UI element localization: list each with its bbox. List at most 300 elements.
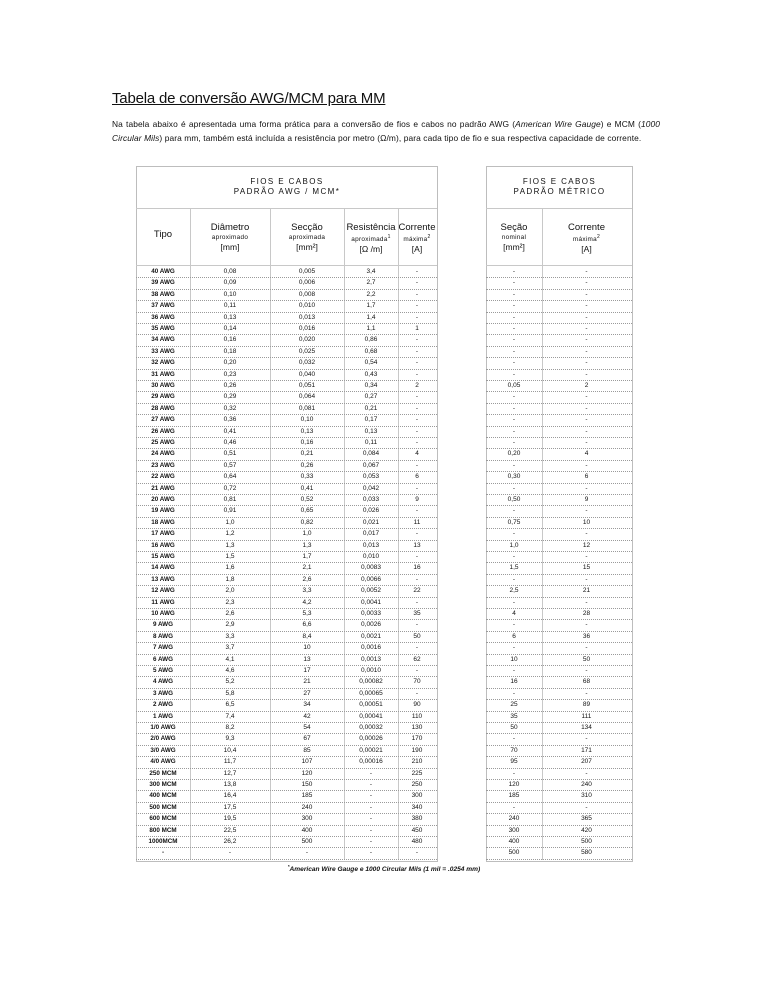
cell-diametro: 0,46: [223, 439, 237, 446]
cell-resistencia: 0,042: [362, 484, 380, 492]
cell-tipo: 14 AWG: [151, 564, 175, 572]
cell-corrente: 35: [413, 610, 421, 617]
cell-tipo: 2 AWG: [152, 701, 174, 709]
cell-resistencia: -: [369, 838, 373, 845]
cell-diametro: 5,8: [225, 689, 235, 697]
cell-secao: 1,3: [302, 541, 312, 549]
row-divider-metric: [486, 859, 632, 860]
cell-diametro: 0,72: [223, 484, 237, 492]
cell-metric-secao: -: [512, 644, 516, 652]
cell-secao: 0,21: [300, 450, 314, 458]
header-diametro-sub: aproximado: [211, 234, 249, 241]
cell-secao: -: [305, 849, 309, 857]
header-metric-secao: [486, 222, 542, 253]
cell-secao: 34: [303, 701, 311, 709]
cell-diametro: 0,14: [223, 325, 237, 332]
cell-corrente: 2: [415, 382, 419, 389]
cell-metric-secao: 95: [510, 758, 518, 766]
header-tipo-label: Tipo: [153, 229, 173, 240]
cell-resistencia: -: [369, 849, 373, 857]
cell-metric-corrente: -: [585, 598, 588, 606]
header-metric-corrente-sub-wrap: [542, 233, 631, 244]
cell-resistencia: 0,0013: [361, 655, 381, 663]
header-corrente: [398, 222, 436, 255]
cell-tipo: 16 AWG: [151, 541, 175, 549]
header-resistencia-unit: [Ω /m]: [359, 244, 383, 255]
header-metric-corrente-name: Corrente: [568, 222, 605, 233]
cell-metric-secao: -: [512, 290, 516, 298]
cell-corrente: 170: [411, 735, 423, 743]
cell-diametro: 19,5: [223, 815, 237, 823]
cell-corrente: -: [415, 553, 419, 560]
awg-group-line1: FIOS E CABOS: [250, 177, 324, 186]
cell-corrente: 4: [415, 450, 419, 458]
cell-corrente: -: [415, 598, 419, 606]
cell-metric-secao: 25: [510, 701, 518, 709]
footnote-marker: *: [287, 864, 290, 869]
cell-metric-secao: -: [512, 393, 516, 401]
cell-secao: 400: [301, 826, 313, 834]
cell-secao: 6,6: [302, 621, 312, 629]
cell-resistencia: 0,0021: [361, 632, 381, 640]
cell-diametro: 0,91: [223, 507, 237, 515]
cell-diametro: 0,10: [223, 290, 237, 298]
cell-metric-corrente: 4: [584, 450, 589, 458]
cell-resistencia: 0,00021: [359, 746, 383, 754]
cell-metric-secao: -: [512, 530, 516, 538]
cell-metric-corrente: -: [585, 553, 588, 560]
cell-secao: 0,081: [298, 404, 316, 412]
cell-corrente: -: [415, 279, 419, 287]
cell-metric-corrente: 9: [584, 496, 589, 503]
cell-resistencia: 0,43: [364, 370, 378, 378]
cell-tipo: 11 AWG: [151, 598, 175, 606]
cell-corrente: 380: [411, 815, 423, 823]
cell-secao: 42: [303, 712, 311, 720]
cell-corrente: -: [415, 849, 419, 857]
cell-tipo: 24 AWG: [151, 450, 175, 458]
cell-metric-corrente: 50: [582, 655, 591, 663]
cell-diametro: 0,64: [223, 473, 237, 481]
cell-metric-secao: -: [512, 359, 516, 367]
cell-diametro: 2,9: [225, 621, 235, 629]
cell-metric-corrente: -: [585, 336, 588, 344]
cell-metric-corrente: 36: [582, 632, 591, 640]
intro-text-3: ) para mm, também está incluída a resistência por metro (Ω/m), para cada tipo de fio e sua respectiva capacidade de corrente.: [159, 133, 642, 143]
cell-tipo: 5 AWG: [152, 667, 174, 674]
cell-corrente: -: [415, 427, 419, 435]
cell-metric-secao: 1,5: [509, 564, 519, 572]
cell-corrente: -: [415, 313, 419, 321]
cell-metric-corrente: -: [585, 644, 588, 652]
cell-secao: 10: [303, 644, 311, 652]
cell-metric-secao: 2,5: [509, 587, 519, 595]
cell-diametro: 1,3: [225, 541, 235, 549]
cell-diametro: 26,2: [223, 838, 237, 845]
cell-metric-corrente: 2: [584, 382, 589, 389]
cell-secao: 0,16: [300, 439, 314, 446]
cell-tipo: 13 AWG: [151, 575, 175, 583]
cell-metric-secao: 10: [510, 655, 518, 663]
cell-tipo: 4 AWG: [152, 678, 174, 686]
cell-secao: 240: [301, 803, 313, 811]
cell-metric-corrente: -: [585, 439, 588, 446]
cell-metric-secao: -: [512, 302, 516, 310]
cell-metric-secao: -: [512, 416, 516, 424]
cell-corrente: -: [415, 667, 419, 674]
cell-corrente: -: [415, 621, 419, 629]
header-secao-sub: aproximada: [288, 234, 326, 241]
cell-corrente: -: [415, 484, 419, 492]
cell-metric-corrente: -: [585, 667, 588, 674]
cell-metric-secao: -: [512, 439, 516, 446]
cell-diametro: 0,29: [223, 393, 237, 401]
header-metric-secao-sub: nominal: [501, 234, 527, 241]
cell-secao: 54: [303, 724, 311, 731]
cell-secao: 0,040: [298, 370, 316, 378]
cell-corrente: -: [415, 575, 419, 583]
cell-tipo: 10 AWG: [151, 610, 175, 617]
cell-corrente: -: [415, 416, 419, 424]
cell-metric-corrente: 68: [582, 678, 591, 686]
cell-tipo: 21 AWG: [151, 484, 175, 492]
cell-metric-secao: -: [512, 621, 516, 629]
cell-metric-secao: -: [512, 461, 516, 469]
header-metric-corrente: [542, 222, 631, 255]
header-metric-corrente-sub: máxima: [572, 236, 598, 244]
cell-metric-secao: 50: [510, 724, 518, 731]
cell-secao: 120: [301, 769, 313, 777]
cell-diametro: 11,7: [223, 758, 237, 766]
cell-diametro: 1,6: [225, 564, 235, 572]
cell-metric-corrente: -: [585, 393, 588, 401]
cell-secao: 2,1: [302, 564, 312, 572]
cell-metric-corrente: -: [585, 313, 588, 321]
cell-secao: 0,013: [298, 313, 316, 321]
cell-metric-secao: -: [512, 553, 516, 560]
cell-diametro: 0,18: [223, 347, 237, 355]
cell-secao: 0,016: [298, 325, 316, 332]
cell-tipo: 8 AWG: [152, 632, 174, 640]
cell-secao: 0,025: [298, 347, 316, 355]
cell-corrente: -: [415, 507, 419, 515]
cell-secao: 5,3: [302, 610, 312, 617]
cell-diametro: 0,32: [223, 404, 237, 412]
intro-text-1: Na tabela abaixo é apresentada uma forma prática para a conversão de fios e cabos no padrão AWG (: [112, 119, 516, 129]
cell-metric-secao: 0,20: [507, 450, 521, 458]
cell-diametro: 0,13: [223, 313, 237, 321]
cell-metric-corrente: 134: [581, 724, 592, 731]
group-header-divider-metric: [486, 208, 632, 209]
cell-tipo: 27 AWG: [151, 416, 175, 424]
cell-resistencia: 0,00041: [359, 712, 383, 720]
cell-metric-corrente: -: [585, 769, 588, 777]
cell-metric-secao: -: [512, 404, 516, 412]
cell-secao: 0,82: [300, 518, 314, 526]
cell-diametro: 6,5: [225, 701, 235, 709]
cell-diametro: 0,08: [223, 268, 237, 275]
cell-metric-secao: 300: [508, 826, 520, 834]
header-corrente-sup: 2: [427, 234, 431, 240]
cell-tipo: 3 AWG: [152, 689, 174, 697]
cell-tipo: 17 AWG: [151, 530, 175, 538]
cell-metric-corrente: 15: [582, 564, 591, 572]
cell-metric-secao: -: [512, 667, 516, 674]
header-corrente-name: Corrente: [398, 222, 436, 233]
cell-secao: 0,008: [298, 290, 316, 298]
cell-diametro: 1,0: [225, 518, 235, 526]
cell-secao: 300: [301, 815, 313, 823]
header-secao: [270, 222, 344, 253]
cell-metric-secao: -: [512, 598, 516, 606]
cell-corrente: -: [415, 461, 419, 469]
cell-secao: 0,032: [298, 359, 316, 367]
metric-group-line1: FIOS E CABOS: [522, 177, 597, 186]
cell-diametro: 3,7: [225, 644, 235, 652]
cell-resistencia: 0,067: [362, 461, 380, 469]
cell-metric-corrente: -: [585, 735, 588, 743]
cell-resistencia: 0,54: [364, 359, 378, 367]
cell-secao: 4,2: [302, 598, 312, 606]
cell-tipo: 12 AWG: [151, 587, 175, 595]
cell-metric-secao: 400: [508, 838, 520, 845]
cell-resistencia: 0,017: [362, 530, 380, 538]
cell-diametro: 13,8: [223, 781, 237, 788]
header-tipo: [136, 229, 190, 240]
cell-secao: 3,3: [302, 587, 312, 595]
cell-corrente: -: [415, 404, 419, 412]
cell-metric-corrente: 240: [581, 781, 592, 788]
cell-corrente: 300: [411, 792, 423, 800]
cell-metric-secao: -: [512, 803, 516, 811]
cell-diametro: -: [228, 849, 232, 857]
cell-metric-corrente: -: [585, 290, 588, 298]
cell-secao: 0,010: [298, 302, 316, 310]
cell-metric-corrente: 310: [581, 792, 592, 800]
cell-metric-corrente: -: [585, 279, 588, 287]
cell-metric-secao: 6: [512, 632, 516, 640]
cell-diametro: 0,81: [223, 496, 237, 503]
cell-secao: 67: [303, 735, 311, 743]
cell-resistencia: 0,00065: [359, 689, 383, 697]
cell-metric-corrente: -: [585, 621, 588, 629]
cell-resistencia: 1,7: [366, 302, 376, 310]
footnote: [0, 864, 768, 873]
cell-tipo: 28 AWG: [151, 404, 175, 412]
cell-resistencia: 2,7: [366, 279, 376, 287]
cell-resistencia: -: [369, 792, 373, 800]
cell-tipo: 400 MCM: [149, 792, 177, 800]
cell-resistencia: 0,11: [364, 439, 378, 446]
header-metric-corrente-unit: [A]: [581, 244, 592, 255]
cell-secao: 85: [303, 746, 311, 754]
cell-resistencia: 0,00032: [359, 724, 383, 731]
cell-metric-corrente: 89: [582, 701, 591, 709]
cell-resistencia: 0,0066: [361, 575, 381, 583]
cell-resistencia: 2,2: [366, 290, 376, 298]
cell-metric-corrente: 171: [581, 746, 592, 754]
cell-metric-corrente: -: [585, 302, 588, 310]
cell-tipo: 2/0 AWG: [150, 735, 176, 743]
cell-diametro: 1,2: [225, 530, 235, 538]
cell-metric-corrente: -: [585, 416, 588, 424]
cell-secao: 500: [301, 838, 313, 845]
header-metric-secao-name: Seção: [500, 222, 528, 233]
cell-resistencia: 3,4: [366, 268, 376, 275]
cell-corrente: 6: [415, 473, 419, 481]
header-resistencia-sub: aproximada: [351, 236, 388, 244]
header-diametro-unit: [mm]: [220, 242, 240, 252]
cell-corrente: 1: [415, 325, 419, 332]
cell-metric-secao: -: [512, 279, 516, 287]
cell-tipo: 300 MCM: [149, 781, 177, 788]
cell-secao: 0,064: [298, 393, 316, 401]
header-resistencia-sup: 1: [387, 234, 391, 240]
cell-corrente: -: [415, 359, 419, 367]
cell-diametro: 5,2: [225, 678, 235, 686]
cell-diametro: 0,23: [223, 370, 237, 378]
cell-resistencia: 0,0052: [361, 587, 381, 595]
cell-diametro: 10,4: [223, 746, 237, 754]
cell-diametro: 0,57: [223, 461, 237, 469]
cell-secao: 8,4: [302, 632, 312, 640]
cell-corrente: 70: [413, 678, 421, 686]
cell-resistencia: -: [369, 815, 373, 823]
intro-emphasis-mcm: 1000 Circular Mils: [112, 119, 660, 143]
cell-metric-secao: -: [512, 336, 516, 344]
cell-diametro: 17,5: [223, 803, 237, 811]
cell-secao: 0,051: [298, 382, 316, 389]
cell-metric-corrente: -: [585, 404, 588, 412]
cell-tipo: 31 AWG: [151, 370, 175, 378]
cell-secao: 27: [303, 689, 311, 697]
cell-secao: 1,0: [302, 530, 312, 538]
cell-resistencia: 0,0026: [361, 621, 381, 629]
cell-resistencia: -: [369, 781, 373, 788]
cell-resistencia: -: [369, 803, 373, 811]
cell-tipo: 600 MCM: [149, 815, 177, 823]
cell-diametro: 0,09: [223, 279, 237, 287]
cell-resistencia: 0,026: [362, 507, 380, 515]
cell-corrente: -: [415, 370, 419, 378]
cell-metric-corrente: 111: [581, 712, 592, 720]
cell-secao: 0,006: [298, 279, 316, 287]
header-metric-secao-unit: [mm²]: [503, 242, 525, 252]
cell-metric-secao: 0,50: [507, 496, 521, 503]
cell-corrente: -: [415, 689, 419, 697]
group-header-divider: [136, 208, 437, 209]
cell-resistencia: 0,0016: [361, 644, 381, 652]
cell-resistencia: 0,0041: [361, 598, 381, 606]
cell-metric-corrente: 28: [582, 610, 591, 617]
cell-corrente: -: [415, 393, 419, 401]
cell-metric-corrente: 500: [581, 838, 592, 845]
cell-secao: 21: [303, 678, 311, 686]
cell-metric-secao: -: [512, 313, 516, 321]
cell-corrente: 22: [413, 587, 421, 595]
cell-tipo: 38 AWG: [151, 290, 175, 298]
cell-corrente: -: [415, 336, 419, 344]
cell-resistencia: 0,053: [362, 473, 380, 481]
cell-tipo: 39 AWG: [151, 279, 175, 287]
header-corrente-sub: máxima: [403, 236, 428, 244]
intro-paragraph: [112, 117, 660, 145]
footnote-text: American Wire Gauge e 1000 Circular Mils (1 mil = .0254 mm): [289, 866, 481, 874]
cell-resistencia: 0,0083: [361, 564, 381, 572]
cell-metric-secao: -: [512, 325, 516, 332]
header-corrente-sub-wrap: [398, 233, 436, 244]
cell-corrente: 13: [413, 541, 421, 549]
cell-metric-corrente: -: [585, 325, 588, 332]
cell-metric-secao: -: [512, 484, 516, 492]
cell-tipo: 35 AWG: [151, 325, 175, 332]
cell-metric-secao: 0,30: [507, 473, 521, 481]
cell-metric-corrente: -: [585, 370, 588, 378]
cell-diametro: 16,4: [223, 792, 237, 800]
cell-metric-corrente: -: [585, 689, 588, 697]
cell-corrente: -: [415, 302, 419, 310]
cell-resistencia: 0,86: [364, 336, 378, 344]
cell-metric-corrente: 207: [581, 758, 592, 766]
cell-corrente: 480: [411, 838, 423, 845]
cell-resistencia: 0,00026: [359, 735, 383, 743]
header-metric-corrente-sup: 2: [597, 234, 601, 240]
cell-diametro: 0,41: [223, 427, 237, 435]
cell-corrente: 210: [411, 758, 423, 766]
cell-diametro: 0,51: [223, 450, 237, 458]
cell-resistencia: -: [369, 826, 373, 834]
cell-secao: 0,020: [298, 336, 316, 344]
cell-tipo: 15 AWG: [151, 553, 175, 560]
cell-tipo: 34 AWG: [151, 336, 175, 344]
cell-tipo: 40 AWG: [151, 268, 175, 275]
cell-diametro: 0,11: [223, 302, 237, 310]
cell-secao: 17: [303, 667, 311, 674]
cell-tipo: -: [161, 849, 165, 857]
cell-secao: 0,52: [300, 496, 314, 503]
cell-diametro: 1,5: [225, 553, 235, 560]
cell-metric-secao: 500: [508, 849, 520, 857]
cell-metric-secao: -: [512, 507, 516, 515]
cell-corrente: -: [415, 290, 419, 298]
cell-metric-secao: 120: [508, 781, 520, 788]
cell-secao: 0,13: [300, 427, 314, 435]
cell-tipo: 25 AWG: [151, 439, 175, 446]
cell-resistencia: 0,0010: [361, 667, 381, 674]
cell-resistencia: 0,34: [364, 382, 378, 389]
cell-diametro: 0,16: [223, 336, 237, 344]
cell-diametro: 9,3: [225, 735, 235, 743]
cell-diametro: 2,0: [225, 587, 235, 595]
cell-secao: 0,10: [300, 416, 314, 424]
header-resistencia: [344, 222, 398, 255]
cell-diametro: 8,2: [225, 724, 235, 731]
metric-group-line2: PADRÃO MÉTRICO: [513, 187, 606, 196]
cell-corrente: 250: [411, 781, 423, 788]
cell-metric-secao: 1,0: [509, 541, 519, 549]
cell-resistencia: 0,17: [364, 416, 378, 424]
cell-resistencia: 0,0033: [361, 610, 381, 617]
cell-resistencia: 0,21: [364, 404, 378, 412]
cell-tipo: 9 AWG: [152, 621, 174, 629]
cell-corrente: -: [415, 268, 419, 275]
cell-diametro: 2,3: [225, 598, 235, 606]
cell-resistencia: 1,4: [366, 313, 376, 321]
cell-secao: 185: [301, 792, 313, 800]
cell-metric-corrente: 6: [584, 473, 589, 481]
cell-resistencia: 0,27: [364, 393, 378, 401]
cell-tipo: 1/0 AWG: [150, 724, 176, 731]
